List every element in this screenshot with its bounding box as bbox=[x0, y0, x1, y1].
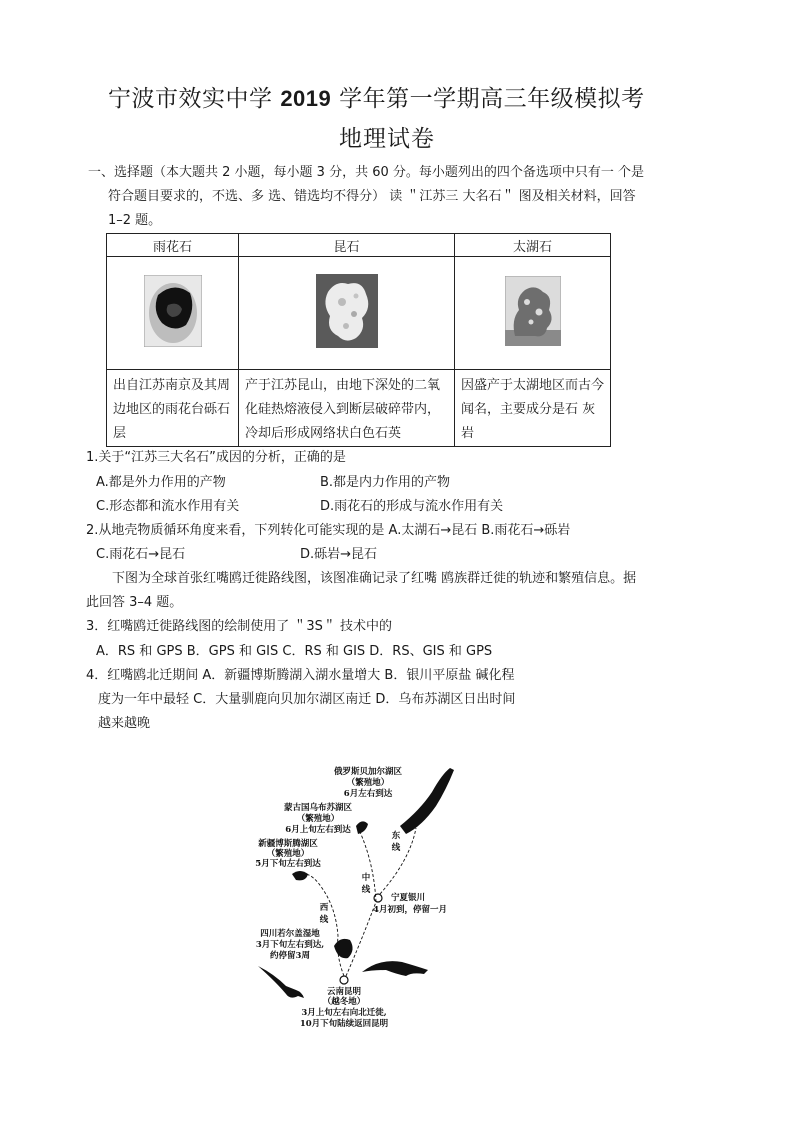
question-1-option-b: B.都是内力作用的产物 bbox=[320, 475, 451, 490]
taihu-description: 因盛产于太湖地区而古今闻名，主要成分是石 灰岩 bbox=[455, 370, 611, 447]
baikal-lake-shape bbox=[400, 768, 454, 834]
title-suffix: 学年第一学期高三年级模拟考 bbox=[339, 86, 645, 112]
title-prefix: 宁波市效实中学 bbox=[108, 86, 273, 112]
kunming-label-north: 3月上旬左右向北迁徙, bbox=[301, 1008, 387, 1018]
ubsu-label: 蒙古国乌布苏湖区 bbox=[283, 803, 353, 813]
ubsu-lake-shape bbox=[356, 821, 368, 834]
kunming-point bbox=[340, 976, 348, 984]
question-4-line1: 4．红嘴鸥北迁期间 A．新疆博斯腾湖入湖水量增大 B．银川平原盐 碱化程 bbox=[86, 668, 515, 683]
header-kunshi: 昆石 bbox=[239, 234, 455, 257]
kunshi-description: 产于江苏昆山，由地下深处的二氧化硅热熔液侵入到断层破碎带内，冷却后形成网络状白色石英 bbox=[239, 370, 455, 447]
bosten-lake-shape bbox=[292, 871, 308, 880]
question-3-options: A．RS 和 GPS B．GPS 和 GIS C．RS 和 GIS D．RS、GIS 和 GPS bbox=[96, 644, 493, 659]
question-3: 3．红嘴鸥迁徙路线图的绘制使用了 ＂3S＂ 技术中的 bbox=[86, 619, 393, 634]
ruoergai-label: 四川若尔盖湿地 bbox=[260, 929, 320, 939]
east-line-label-2: 线 bbox=[391, 843, 401, 853]
west-line-label-1: 西 bbox=[319, 903, 329, 913]
gull-left-silhouette bbox=[258, 966, 304, 998]
west-route bbox=[306, 874, 344, 976]
gull-right-silhouette bbox=[362, 961, 428, 976]
map-intro-line2: 此回答 3–4 题。 bbox=[86, 595, 183, 610]
baikal-label-sub: （繁殖地） bbox=[346, 778, 390, 788]
kunming-label: 云南昆明 bbox=[326, 987, 362, 997]
question-1: 1.关于“江苏三大名石”成因的分析，正确的是 bbox=[86, 450, 346, 465]
taihu-stone-photo bbox=[455, 257, 611, 370]
ruoergai-label-date: 3月下旬左右到达, bbox=[255, 940, 325, 950]
middle-line-label-1: 中 bbox=[361, 873, 371, 883]
question-1-option-c: C.形态都和流水作用有关 bbox=[96, 499, 240, 514]
kunming-label-sub: （越冬地） bbox=[322, 997, 366, 1007]
kunming-label-return: 10月下旬陆续返回昆明 bbox=[299, 1019, 389, 1029]
section1-instruction-line3: 1–2 题。 bbox=[108, 213, 162, 228]
yinchuan-label: 宁夏银川 bbox=[390, 893, 426, 903]
ruoergai-label-stay: 约停留3周 bbox=[270, 951, 310, 961]
header-taihu: 太湖石 bbox=[455, 234, 611, 257]
gull-migration-map bbox=[250, 760, 480, 1035]
section1-instruction-line2: 符合题目要求的，不选、多 选、错选均不得分） 读 ＂江苏三 大名石＂ 图及相关材料，回答 bbox=[108, 189, 636, 204]
kunshi-stone-photo bbox=[239, 257, 455, 370]
baikal-label-date: 6月左右到达 bbox=[343, 789, 393, 799]
question-2-option-c: C.雨花石→昆石 bbox=[96, 547, 186, 562]
header-yuhua: 雨花石 bbox=[107, 234, 239, 257]
ruoergai-shape bbox=[334, 939, 353, 958]
title-year: 2019 bbox=[280, 86, 332, 111]
yinchuan-label-date: 4月初到，停留一月 bbox=[373, 905, 447, 915]
three-stones-table bbox=[106, 233, 611, 447]
bosten-label-sub: （繁殖地） bbox=[266, 849, 310, 859]
west-line-label-2: 线 bbox=[319, 915, 329, 925]
ubsu-label-sub: （繁殖地） bbox=[296, 814, 340, 824]
question-1-option-d: D.雨花石的形成与流水作用有关 bbox=[320, 499, 504, 514]
section1-instruction-line1: 一、选择题（本大题共 2 小题，每小题 3 分，共 60 分。每小题列出的四个备选项中只有一 个是 bbox=[88, 165, 645, 180]
east-line-label-1: 东 bbox=[391, 831, 401, 841]
exam-title-line2: 地理试卷 bbox=[339, 126, 435, 152]
question-1-option-a: A.都是外力作用的产物 bbox=[96, 475, 226, 490]
question-4-line3: 越来越晚 bbox=[98, 716, 151, 731]
bosten-label: 新疆博斯腾湖区 bbox=[258, 839, 318, 849]
middle-line-label-2: 线 bbox=[361, 885, 371, 895]
bosten-label-date: 5月下旬左右到达 bbox=[255, 859, 321, 869]
exam-title-line1 bbox=[108, 80, 645, 113]
baikal-label: 俄罗斯贝加尔湖区 bbox=[333, 767, 403, 777]
question-2-option-d: D.砾岩→昆石 bbox=[300, 547, 378, 562]
map-intro-line1: 下图为全球首张红嘴鸥迁徙路线图，该图准确记录了红嘴 鸥族群迁徙的轨迹和繁殖信息。据 bbox=[112, 571, 637, 586]
question-4-line2: 度为一年中最轻 C．大量驯鹿向贝加尔湖区南迁 D．乌布苏湖区日出时间 bbox=[98, 692, 516, 707]
question-2: 2.从地壳物质循环角度来看，下列转化可能实现的是 A.太湖石→昆石 B.雨花石→砾岩 bbox=[86, 523, 571, 538]
yuhua-description: 出自江苏南京及其周边地区的雨花台砾石层 bbox=[107, 370, 239, 447]
ubsu-label-date: 6月上旬左右到达 bbox=[285, 825, 351, 835]
yuhua-stone-photo bbox=[107, 257, 239, 370]
